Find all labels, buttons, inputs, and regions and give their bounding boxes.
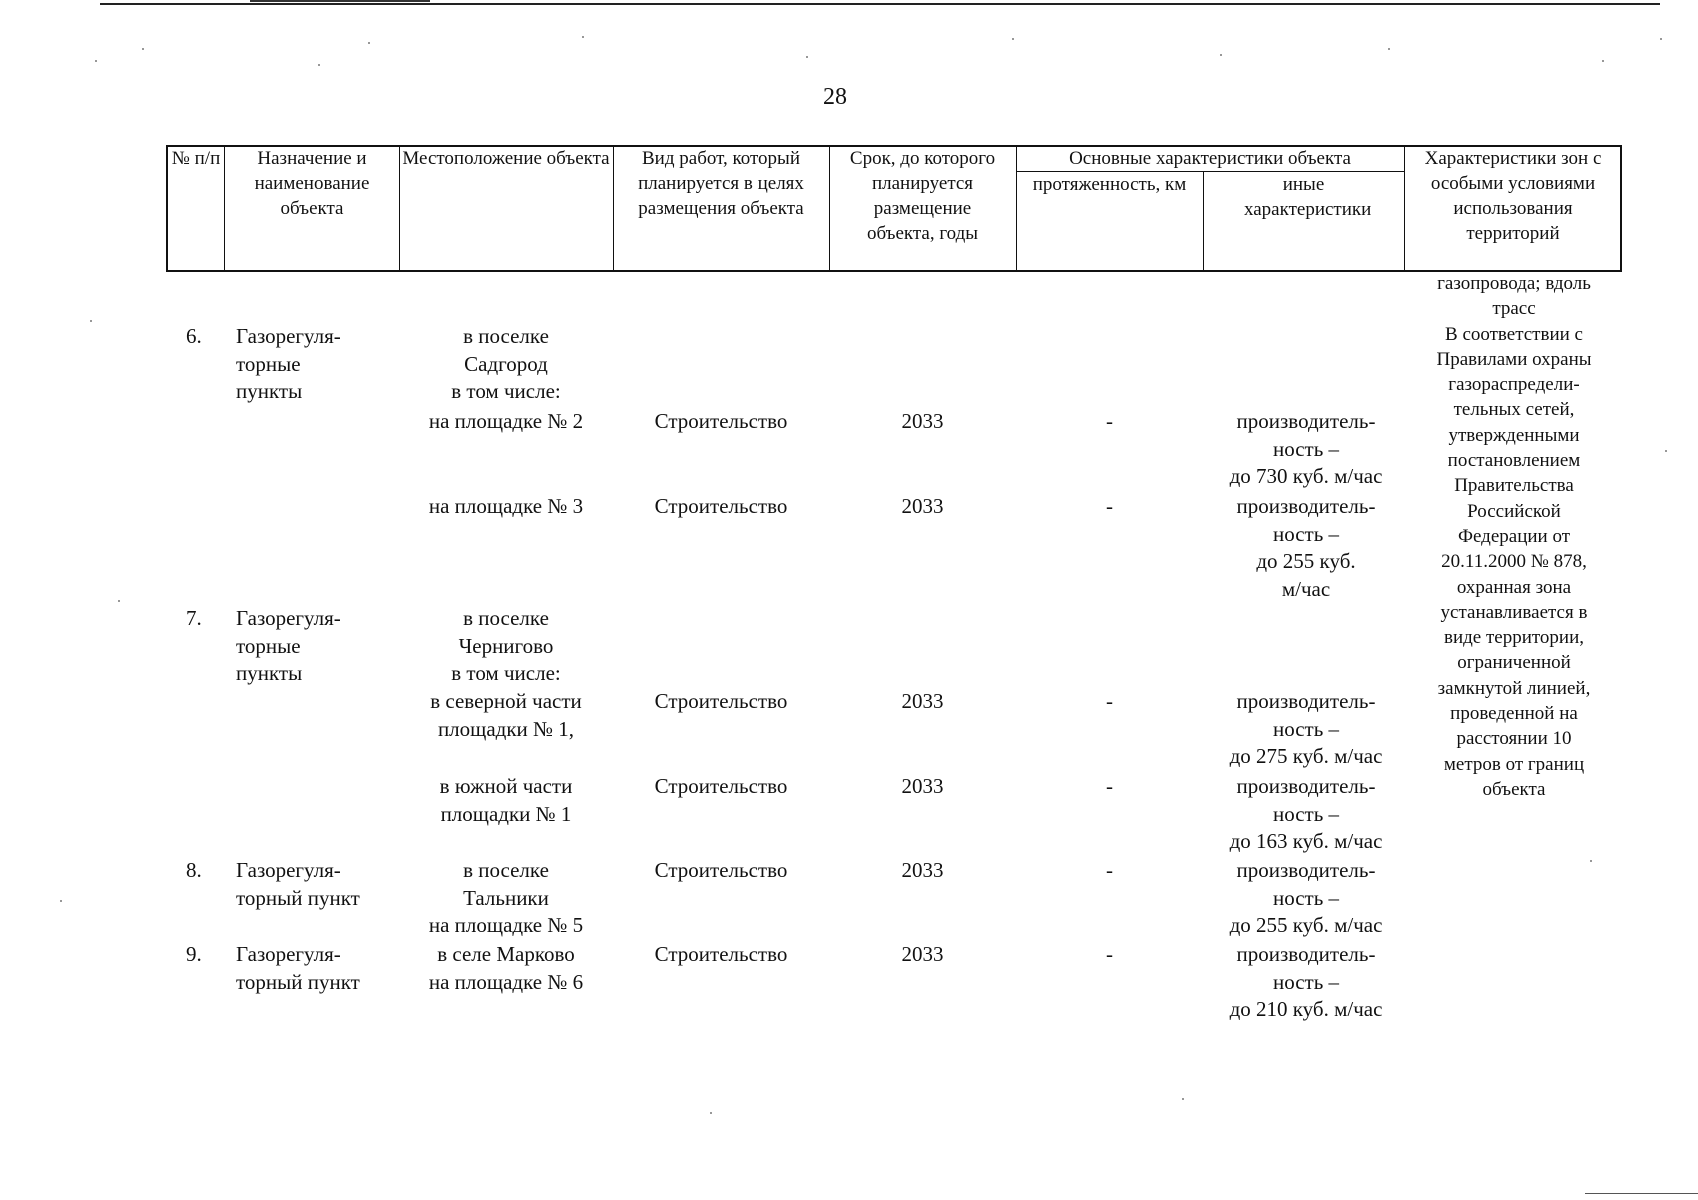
scan-speck bbox=[1012, 38, 1014, 40]
row-length: - bbox=[1106, 494, 1113, 518]
bottom-right-line bbox=[1585, 1193, 1698, 1194]
scan-speck bbox=[90, 320, 92, 322]
row-work: Строительство bbox=[654, 858, 788, 882]
row-work: Строительство bbox=[654, 774, 788, 798]
header-location: Местоположение объекта bbox=[402, 148, 610, 169]
header-work: Вид работ, который планируется в целях размещения объекта bbox=[638, 148, 804, 219]
row-other: производитель- ность – до 275 куб. м/час bbox=[1229, 689, 1383, 768]
scan-speck bbox=[1220, 54, 1222, 56]
scan-speck bbox=[1665, 450, 1667, 452]
row-length: - bbox=[1106, 774, 1113, 798]
header-name: Назначение и наименование объекта bbox=[254, 148, 370, 219]
header-divider bbox=[224, 145, 225, 272]
row-location: в северной части площадки № 1, bbox=[430, 689, 582, 741]
row-term: 2033 bbox=[901, 494, 944, 518]
header-length: протяженность, км bbox=[1032, 174, 1187, 195]
row-length: - bbox=[1106, 689, 1113, 713]
scan-speck bbox=[95, 60, 97, 62]
row-location: в поселке Чернигово в том числе: bbox=[451, 606, 561, 685]
scan-speck bbox=[1590, 860, 1592, 862]
scan-speck bbox=[368, 42, 370, 44]
scan-speck bbox=[1660, 38, 1662, 40]
row-location: в поселке Садгород в том числе: bbox=[451, 324, 561, 403]
scan-speck bbox=[1182, 1098, 1184, 1100]
row-length: - bbox=[1106, 942, 1113, 966]
row-other: производитель- ность – до 210 куб. м/час bbox=[1229, 942, 1383, 1021]
row-number: 6. bbox=[186, 324, 202, 348]
header-num: № п/п bbox=[171, 148, 221, 169]
row-work: Строительство bbox=[654, 689, 788, 713]
page-number: 28 bbox=[823, 84, 847, 110]
row-term: 2033 bbox=[901, 774, 944, 798]
header-other: иные характеристики bbox=[1244, 174, 1372, 220]
row-term: 2033 bbox=[901, 942, 944, 966]
row-location: в селе Марково на площадке № 6 bbox=[428, 942, 584, 994]
row-other: производитель- ность – до 163 куб. м/час bbox=[1229, 774, 1383, 853]
scan-speck bbox=[582, 36, 584, 38]
top-border-line bbox=[100, 3, 1660, 5]
row-name: Газорегуля- торный пункт bbox=[236, 942, 360, 994]
scan-speck bbox=[118, 600, 120, 602]
row-number: 8. bbox=[186, 858, 202, 882]
scan-speck bbox=[1388, 48, 1390, 50]
row-location: в южной части площадки № 1 bbox=[439, 774, 573, 826]
row-term: 2033 bbox=[901, 409, 944, 433]
row-other: производитель- ность – до 255 куб. м/час bbox=[1236, 494, 1376, 601]
header-term: Срок, до которого планируется размещение объекта, годы bbox=[849, 148, 996, 244]
row-name: Газорегуля- торные пункты bbox=[236, 324, 341, 403]
zones-text: газопровода; вдоль трасс В соответствии с Правилами охраны газораспредели- тельных сетей, утвержденными постановлением Правительства Российской Федерации от 20.11.2000 № 878, охранная зона устанавливается в виде территории, ограниченной замкнутой линией, проведенной на расстоянии 10 метров от границ объекта bbox=[1436, 273, 1592, 800]
row-term: 2033 bbox=[901, 858, 944, 882]
row-name: Газорегуля- торные пункты bbox=[236, 606, 341, 685]
row-length: - bbox=[1106, 409, 1113, 433]
row-location: в поселке Тальники на площадке № 5 bbox=[428, 858, 584, 937]
header-main: Основные характеристики объекта bbox=[1069, 148, 1351, 169]
row-length: - bbox=[1106, 858, 1113, 882]
row-other: производитель- ность – до 730 куб. м/час bbox=[1229, 409, 1383, 488]
scan-speck bbox=[318, 64, 320, 66]
row-work: Строительство bbox=[654, 409, 788, 433]
row-number: 7. bbox=[186, 606, 202, 630]
row-work: Строительство bbox=[654, 494, 788, 518]
row-location: на площадке № 2 bbox=[428, 409, 584, 433]
row-number: 9. bbox=[186, 942, 202, 966]
row-term: 2033 bbox=[901, 689, 944, 713]
row-location: на площадке № 3 bbox=[428, 494, 584, 518]
scan-speck bbox=[806, 56, 808, 58]
top-border-line-2 bbox=[250, 0, 430, 2]
scan-speck bbox=[1602, 60, 1604, 62]
row-other: производитель- ность – до 255 куб. м/час bbox=[1229, 858, 1383, 937]
header-zones: Характеристики зон с особыми условиями использования территорий bbox=[1424, 148, 1602, 244]
row-name: Газорегуля- торный пункт bbox=[236, 858, 360, 910]
scan-speck bbox=[710, 1112, 712, 1114]
scan-speck bbox=[60, 900, 62, 902]
row-work: Строительство bbox=[654, 942, 788, 966]
scan-speck bbox=[142, 48, 144, 50]
